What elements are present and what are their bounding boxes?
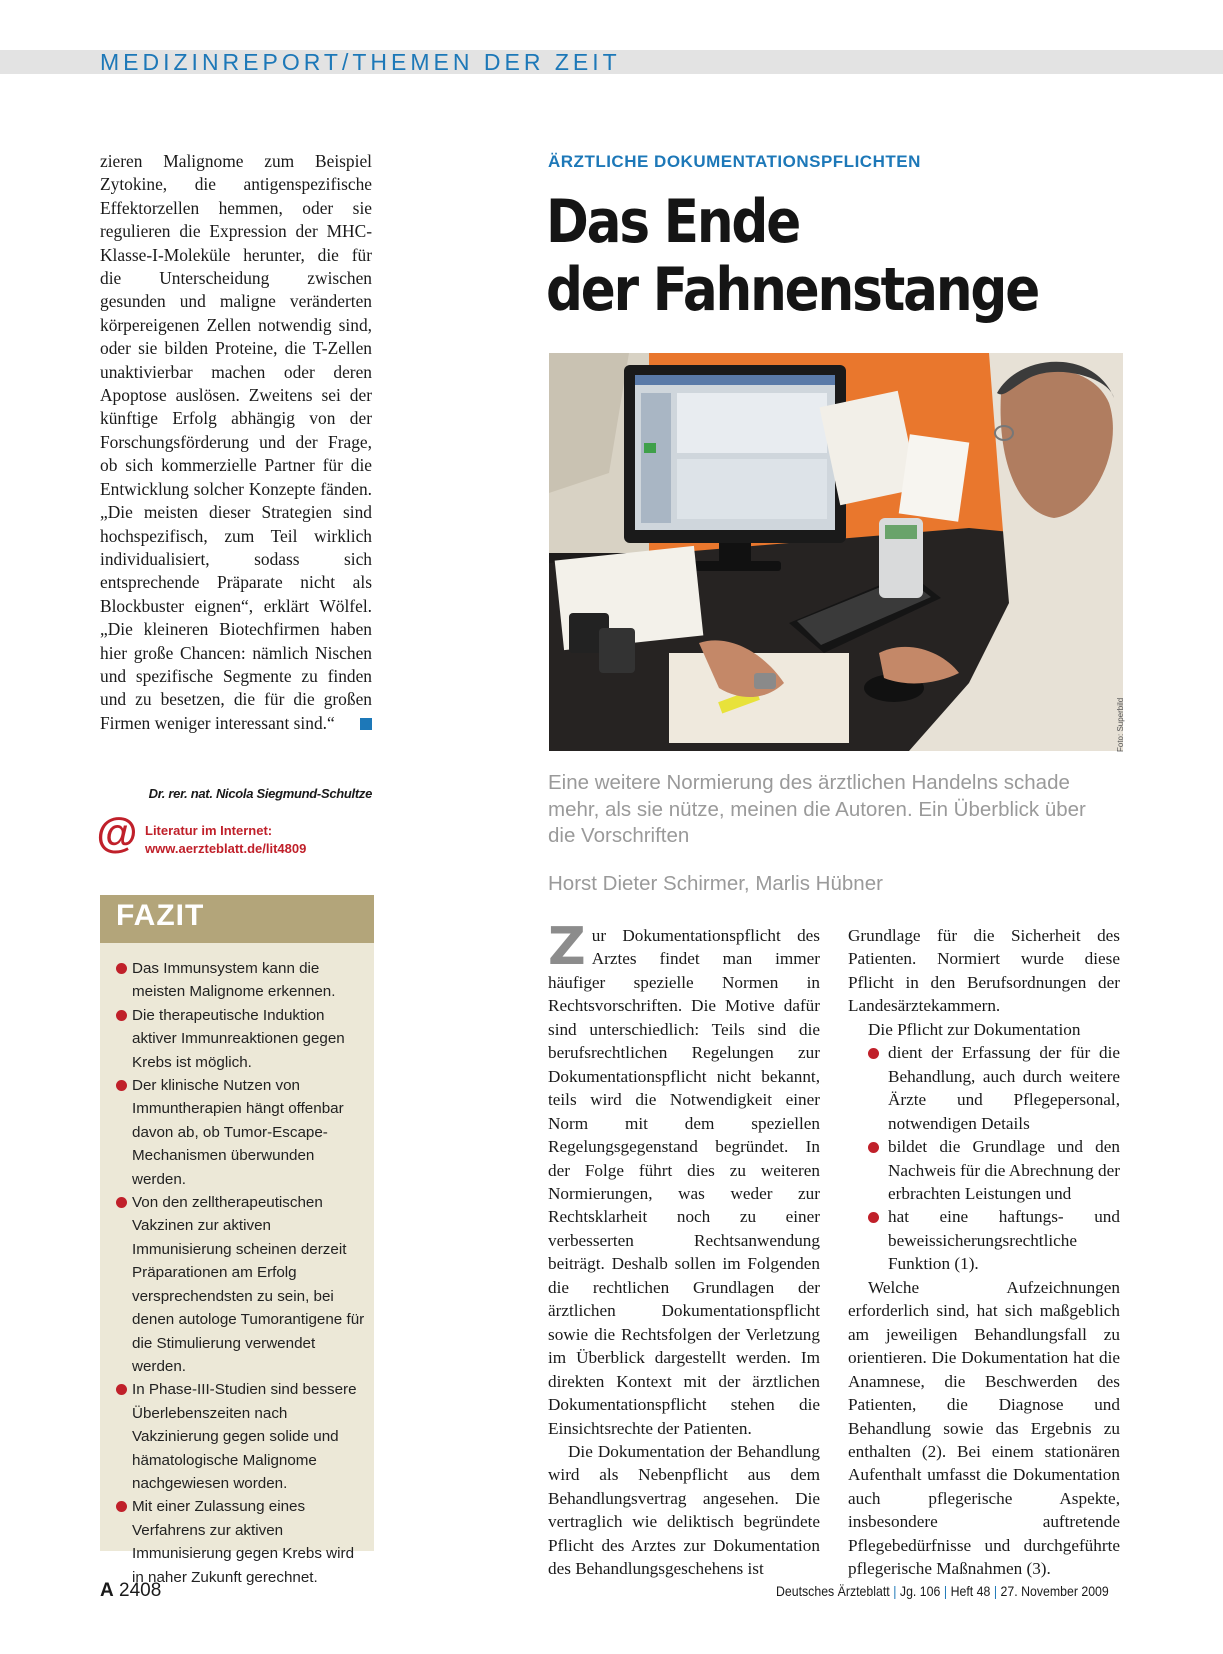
drop-cap: Z bbox=[548, 917, 586, 977]
article-authors: Horst Dieter Schirmer, Marlis Hübner bbox=[548, 872, 883, 895]
bullet-icon bbox=[116, 1501, 127, 1512]
bullet-icon bbox=[868, 1048, 879, 1059]
journal-name: Deutsches Ärzteblatt bbox=[776, 1583, 890, 1599]
bullet-icon bbox=[116, 1010, 127, 1021]
bullet-icon bbox=[116, 1080, 127, 1091]
photo-credit: Foto: Superbild bbox=[1116, 697, 1125, 752]
body-bullet: hat eine haftungs- und beweissicherungsrechtliche Funktion (1). bbox=[848, 1205, 1120, 1275]
literature-title: Literatur im Internet: bbox=[145, 823, 273, 838]
bullet-icon bbox=[868, 1142, 879, 1153]
fazit-title: FAZIT bbox=[116, 899, 205, 932]
bullet-icon bbox=[868, 1212, 879, 1223]
headline-line-1: Das Ende bbox=[546, 187, 800, 257]
body-paragraph: Grundlage für die Sicherheit des Patienten. Normiert wurde diese Pflicht in den Berufsordnungen der Landesärztekammern. bbox=[848, 926, 1120, 1016]
body-bullet: bildet die Grundlage und den Nachweis für die Abrechnung der erbrachten Leistungen und bbox=[848, 1135, 1120, 1205]
body-paragraph: ur Dokumentationspflicht des Arztes findet man immer häufiger spezielle Normen in Rechtsvorschriften. Die Motive dafür sind unterschiedlich: Teils sind die berufsrechtlichen Regelungen zur Dokumentationspflicht nicht bekannt, teils wird die Notwendigkeit einer Norm mit dem speziellen Regelungsgegenstand begründet. In der Folge führt dies zu weiteren Normierungen, was weder zur Rechtsklarheit noch zu einer verbesserten Rechtsanwendung beiträgt. Deshalb sollen im Folgenden die rechtlichen Grundlagen der ärztlichen Dokumentationspflicht sowie die Rechtsfolgen der Verletzung im Überblick dargestellt werden. Im direkten Kontext mit der ärztlichen Dokumentationspflicht stehen die Einsichtsrechte der Patienten. bbox=[548, 926, 820, 1438]
fazit-list bbox=[114, 957, 366, 1589]
literature-link[interactable]: www.aerzteblatt.de/lit4809 bbox=[145, 841, 307, 856]
fazit-item: Das Immunsystem kann die meisten Malignome erkennen. bbox=[114, 957, 366, 1004]
body-paragraph: Die Dokumentation der Behandlung wird als Nebenpflicht aus dem Behandlungsvertrag angesehen. Die vertraglich wie deliktisch begründete Pflicht des Arztes zur Dokumentation des Behandlungsgeschehens ist bbox=[548, 1441, 820, 1579]
at-icon: @ bbox=[96, 809, 138, 856]
article-photo bbox=[549, 353, 1123, 751]
fazit-item: Mit einer Zulassung eines Verfahrens zur aktiven Immunisierung gegen Krebs wird in naher Zukunft gerechnet. bbox=[114, 1495, 366, 1589]
bullet-icon bbox=[116, 963, 127, 974]
journal-date: 27. November 2009 bbox=[1000, 1583, 1109, 1599]
body-bullet: dient der Erfassung der für die Behandlung, auch durch weitere Ärzte und Pflegepersonal, notwendigen Details bbox=[848, 1041, 1120, 1135]
journal-volume: Jg. 106 bbox=[899, 1583, 941, 1599]
headline-line-2: der Fahnenstange bbox=[546, 255, 1039, 325]
end-mark-icon bbox=[360, 718, 372, 730]
fazit-item: Die therapeutische Induktion aktiver Immunreaktionen gegen Krebs ist möglich. bbox=[114, 1004, 366, 1074]
left-article-author: Dr. rer. nat. Nicola Siegmund-Schultze bbox=[148, 786, 372, 801]
article-body-column-1 bbox=[548, 917, 820, 1581]
article-teaser: Eine weitere Normierung des ärztlichen Handelns schade mehr, als sie nütze, meinen die Autoren. Ein Überblick über die Vorschriften bbox=[548, 771, 1086, 847]
article-body-column-2 bbox=[848, 924, 1120, 1581]
journal-issue: Heft 48 bbox=[950, 1583, 991, 1599]
journal-info: Deutsches Ärzteblatt | Jg. 106 | Heft 48 | 27. November 2009 bbox=[776, 1583, 1109, 1599]
article-headline bbox=[546, 188, 1079, 324]
article-kicker: ÄRZTLICHE DOKUMENTATIONSPFLICHTEN bbox=[548, 152, 921, 171]
section-header: MEDIZINREPORT/THEMEN DER ZEIT bbox=[100, 49, 621, 75]
bullet-icon bbox=[116, 1197, 127, 1208]
page-number: A 2408 bbox=[100, 1580, 162, 1601]
bullet-icon bbox=[116, 1384, 127, 1395]
fazit-item: Von den zelltherapeutischen Vakzinen zur aktiven Immunisierung scheinen derzeit Präparationen am Erfolg versprechendsten zu sein, bei denen autologe Tumorantigene für die Stimulierung verwendet werden. bbox=[114, 1191, 366, 1378]
left-column-text bbox=[100, 150, 372, 735]
left-column-paragraph: zieren Malignome zum Beispiel Zytokine, die antigenspezifische Effektorzellen hemmen, oder sie regulieren die Expression der MHC-Klasse-I-Moleküle herunter, die für die Unterscheidung zwischen gesunden und maligne veränderten körpereigenen Zellen notwendig sind, oder sie bilden Proteine, die T-Zellen unaktivierbar machen oder deren Apoptose auslösen. Zweitens sei der künftige Erfolg abhängig von der Forschungsförderung und der Frage, ob sich kommerzielle Partner für die Entwicklung solcher Konzepte fänden. „Die meisten dieser Strategien sind hochspezifisch, zum Teil wirklich individualisiert, sodass sich entsprechende Präparate nicht als Blockbuster eignen“, erklärt Wölfel. „Die kleineren Biotechfirmen haben hier große Chancen: nämlich Nischen und spezifische Segmente zu finden und zu besetzen, die für die großen Firmen weniger interessant sind.“ bbox=[100, 151, 372, 733]
fazit-item: Der klinische Nutzen von Immuntherapien hängt offenbar davon ab, ob Tumor-Escape-Mechanismen überwunden werden. bbox=[114, 1074, 366, 1191]
body-paragraph: Die Pflicht zur Dokumentation bbox=[868, 1019, 1081, 1039]
body-paragraph: Welche Aufzeichnungen erforderlich sind, hat sich maßgeblich am jeweiligen Behandlungsfall zu orientieren. Die Dokumentation hat die Anamnese, die Beschwerden des Patienten, die Diagnose und Behandlung sowie das Ergebnis zu enthalten (2). Bei einem stationären Aufenthalt umfasst die Dokumentation auch pflegerische Aspekte, insbesondere auftretende Pflegebedürfnisse und durchgeführte pflegerische Maßnahmen (3). bbox=[848, 1277, 1120, 1579]
fazit-item: In Phase-III-Studien sind bessere Überlebenszeiten nach Vakzinierung gegen solide und hämatologische Malignome nachgewiesen worden. bbox=[114, 1378, 366, 1495]
